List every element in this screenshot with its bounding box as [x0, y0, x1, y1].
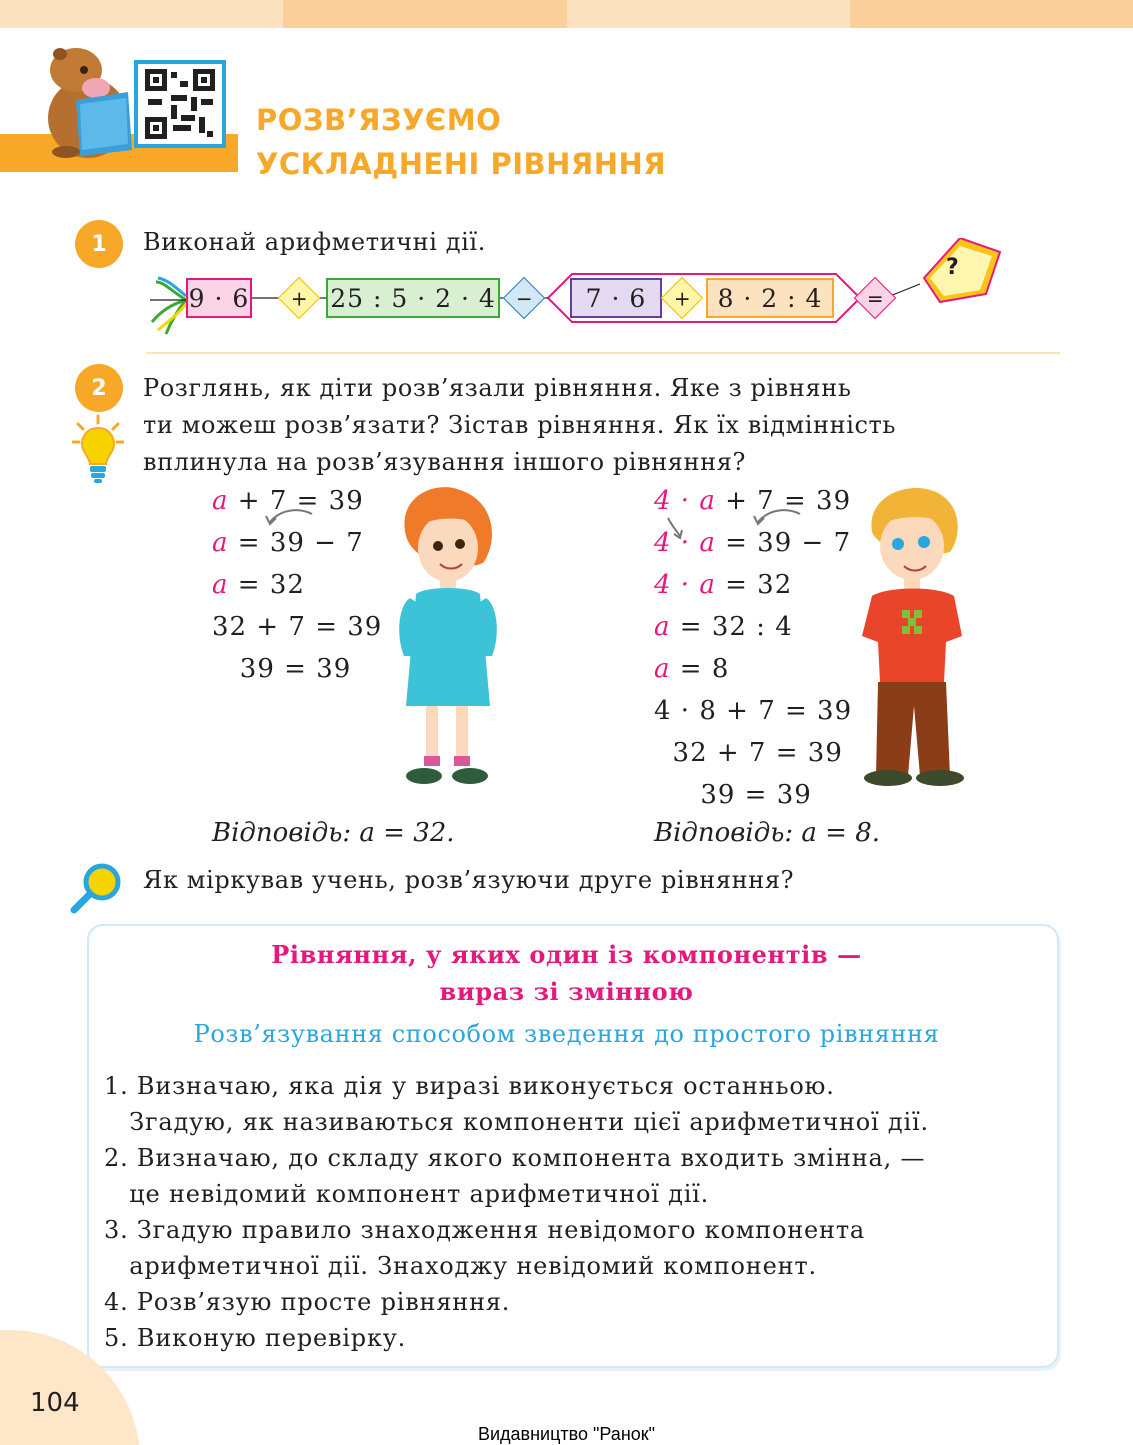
equation-step [212, 612, 382, 642]
strip-segment [0, 0, 283, 28]
section-divider [146, 352, 1060, 354]
publisher-credit: Видавництво "Ранок" [477, 1424, 656, 1444]
equation-text: = 8 [670, 654, 730, 684]
equation-text: 32 + 7 = 39 [212, 612, 383, 642]
variable: a [699, 486, 716, 516]
magnifier-icon [68, 862, 126, 916]
variable: a [699, 528, 716, 558]
equation-text: + 7 = 39 [228, 486, 364, 516]
page-title [256, 98, 666, 186]
transfer-arrow-icon [260, 508, 320, 538]
equation-text: 39 = 39 [654, 780, 812, 810]
equation-text: 4 · 8 + 7 = 39 [654, 696, 853, 726]
equation-step [212, 570, 305, 600]
rule-step: арифметичної дії. Знаходжу невідомий компонент. [104, 1252, 817, 1280]
transfer-arrow-icon [748, 508, 808, 538]
equation-text: = 39 − 7 [228, 528, 364, 558]
equation-step [654, 570, 792, 600]
title-line: РОЗВ’ЯЗУЄМО [256, 103, 502, 137]
operator-symbol: + [673, 285, 691, 310]
task3-text: Як міркував учень, розв’язуючи друге рівняння? [143, 866, 795, 894]
chain-expression: 8 · 2 : 4 [717, 283, 823, 313]
equation-step [212, 654, 351, 684]
rule-step: 2. Визначаю, до складу якого компонента входить змінна, — [104, 1144, 926, 1172]
task-number-badge: 2 [75, 364, 123, 412]
equation-step [654, 696, 852, 726]
equation-text: 32 + 7 = 39 [654, 738, 843, 768]
variable: a [212, 528, 229, 558]
equation-text: 39 = 39 [212, 654, 352, 684]
task2-line: вплинула на розв’язування іншого рівняння? [143, 448, 746, 476]
equation-text: = 39 − 7 [715, 528, 852, 558]
rule-step: 5. Виконую перевірку. [104, 1324, 407, 1352]
operator-symbol: − [515, 285, 533, 310]
rule-title [0, 936, 1133, 1010]
variable-term: 4 · [654, 528, 700, 558]
variable-term: 4 · [654, 570, 700, 600]
equation-text: = 32 : 4 [670, 612, 793, 642]
chain-expression: 9 · 6 [188, 283, 250, 313]
task1-text: Виконай арифметичні дії. [143, 228, 486, 256]
rule-title-line: вираз зі змінною [439, 977, 694, 1006]
variable: a [212, 570, 229, 600]
kite-question-mark: ? [946, 255, 959, 280]
equation-step [654, 612, 793, 642]
strip-segment [850, 0, 1133, 28]
rule-step: це невідомий компонент арифметичної дії. [104, 1180, 710, 1208]
down-arrow-icon [664, 516, 694, 542]
boy-illustration [858, 486, 966, 792]
equation-text: = 32 [228, 570, 305, 600]
qr-pattern-icon [143, 69, 217, 139]
chain-expression: 7 · 6 [585, 283, 647, 313]
girl-illustration [396, 486, 500, 796]
title-line: УСКЛАДНЕНІ РІВНЯННЯ [256, 147, 667, 181]
task-number-badge: 1 [75, 220, 123, 268]
top-color-strip [0, 0, 1133, 28]
variable: a [699, 570, 716, 600]
lightbulb-icon [72, 414, 124, 486]
chain-box [570, 278, 662, 318]
chain-box [706, 278, 834, 318]
rule-step: 4. Розв’язую просте рівняння. [104, 1288, 511, 1316]
equation-step [654, 654, 729, 684]
rule-step: Згадую, як називаються компоненти цієї арифметичної дії. [104, 1108, 929, 1136]
task2-line: Розглянь, як діти розв’язали рівняння. Яке з рівнянь [143, 374, 852, 402]
rule-subtitle: Розв’язування способом зведення до простого рівняння [193, 1020, 940, 1048]
chain-box [186, 278, 252, 318]
expression-chain [150, 238, 1010, 338]
equation-step [654, 738, 843, 768]
strip-segment [567, 0, 850, 28]
operator-symbol: = [866, 285, 884, 310]
variable: a [212, 486, 229, 516]
equation-text: + 7 = 39 [715, 486, 852, 516]
chain-box [326, 278, 500, 318]
page-number: 104 [30, 1388, 80, 1418]
qr-code[interactable] [134, 60, 226, 148]
task2-line: ти можеш розв’язати? Зістав рівняння. Як їх відмінність [143, 411, 897, 439]
operator-symbol: + [290, 285, 308, 310]
variable: a [654, 612, 671, 642]
answer-left: Відповідь: a = 32. [212, 818, 455, 848]
rule-step: 1. Визначаю, яка дія у виразі виконується останньою. [104, 1072, 835, 1100]
equation-step [654, 780, 812, 810]
variable-term: 4 · [654, 486, 700, 516]
answer-right: Відповідь: a = 8. [654, 818, 881, 848]
rule-step: 3. Згадую правило знаходження невідомого компонента [104, 1216, 866, 1244]
capybara-mascot-icon [36, 40, 146, 160]
strip-segment [283, 0, 566, 28]
variable: a [654, 654, 671, 684]
rule-title-line: Рівняння, у яких один із компонентів — [271, 940, 862, 969]
task2-text [143, 370, 896, 481]
equation-text: = 32 [715, 570, 793, 600]
chain-expression: 25 : 5 · 2 · 4 [330, 283, 496, 313]
